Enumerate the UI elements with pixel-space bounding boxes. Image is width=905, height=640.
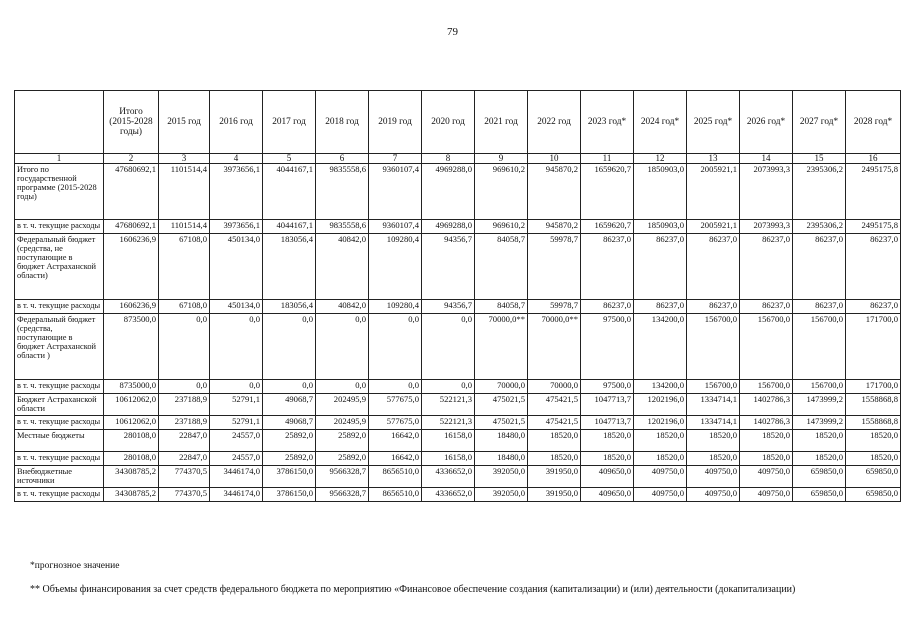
- table-cell: 18520,0: [581, 430, 634, 452]
- table-cell: 1558868,8: [846, 394, 901, 416]
- table-cell: 134200,0: [634, 314, 687, 380]
- page-number: 79: [447, 26, 458, 38]
- table-cell: 40842,0: [316, 300, 369, 314]
- table-cell: 22847,0: [159, 452, 210, 466]
- column-header: 2027 год*: [793, 91, 846, 154]
- table-cell: 34308785,2: [104, 466, 159, 488]
- column-number: 8: [422, 154, 475, 164]
- column-number: 10: [528, 154, 581, 164]
- table-cell: 0,0: [316, 380, 369, 394]
- table-cell: 25892,0: [263, 430, 316, 452]
- column-number: 2: [104, 154, 159, 164]
- table-cell: 391950,0: [528, 488, 581, 502]
- table-cell: 67108,0: [159, 234, 210, 300]
- table-row: [15, 488, 901, 502]
- table-cell: 183056,4: [263, 234, 316, 300]
- table-cell: 4336652,0: [422, 488, 475, 502]
- row-label: Федеральный бюджет (средства, поступающие в бюджет Астраханской области ): [15, 314, 104, 380]
- footnote-federal-funding: ** Объемы финансирования за счет средств федерального бюджета по мероприятию «Финансовое обеспечение создания (капитализации) и (или) деятельности (докапитализации): [30, 584, 796, 595]
- table-cell: 18520,0: [528, 452, 581, 466]
- table-cell: 475021,5: [475, 416, 528, 430]
- table-cell: 86237,0: [581, 300, 634, 314]
- column-number: 7: [369, 154, 422, 164]
- table-cell: 409750,0: [634, 488, 687, 502]
- table-cell: 171700,0: [846, 380, 901, 394]
- column-header: 2023 год*: [581, 91, 634, 154]
- table-cell: 3973656,1: [210, 220, 263, 234]
- table-cell: 16158,0: [422, 452, 475, 466]
- column-header: 2016 год: [210, 91, 263, 154]
- table-header-row: [15, 91, 901, 154]
- table-cell: 1402786,3: [740, 416, 793, 430]
- table-cell: 4969288,0: [422, 220, 475, 234]
- table-cell: 16642,0: [369, 430, 422, 452]
- table-cell: 183056,4: [263, 300, 316, 314]
- column-header: 2021 год: [475, 91, 528, 154]
- table-row: [15, 380, 901, 394]
- table-cell: 86237,0: [634, 300, 687, 314]
- table-cell: 659850,0: [793, 488, 846, 502]
- table-cell: 1850903,0: [634, 220, 687, 234]
- table-cell: 577675,0: [369, 416, 422, 430]
- table-cell: 2073993,3: [740, 164, 793, 220]
- table-cell: 409750,0: [687, 488, 740, 502]
- table-cell: 9360107,4: [369, 164, 422, 220]
- column-header: Итого (2015-2028 годы): [104, 91, 159, 154]
- table-cell: 873500,0: [104, 314, 159, 380]
- table-cell: 659850,0: [846, 488, 901, 502]
- column-header: 2022 год: [528, 91, 581, 154]
- table-cell: 84058,7: [475, 300, 528, 314]
- table-cell: 280108,0: [104, 430, 159, 452]
- table-cell: 0,0: [316, 314, 369, 380]
- table-cell: 4336652,0: [422, 466, 475, 488]
- table-cell: 3786150,0: [263, 488, 316, 502]
- table-cell: 49068,7: [263, 416, 316, 430]
- row-label: в т. ч. текущие расходы: [15, 452, 104, 466]
- footnote-forecast: *прогнозное значение: [30, 561, 120, 571]
- table-cell: 9835558,6: [316, 220, 369, 234]
- table-cell: 392050,0: [475, 466, 528, 488]
- table-cell: 450134,0: [210, 300, 263, 314]
- table-cell: 1659620,7: [581, 164, 634, 220]
- table-cell: 1606236,9: [104, 300, 159, 314]
- funding-table-container: [14, 90, 898, 502]
- table-cell: 945870,2: [528, 220, 581, 234]
- table-cell: 409750,0: [740, 488, 793, 502]
- table-cell: 0,0: [210, 314, 263, 380]
- table-cell: 18520,0: [687, 452, 740, 466]
- table-cell: 16158,0: [422, 430, 475, 452]
- table-cell: 0,0: [263, 314, 316, 380]
- row-label: в т. ч. текущие расходы: [15, 488, 104, 502]
- table-cell: 409750,0: [634, 466, 687, 488]
- table-cell: 70000,0: [475, 380, 528, 394]
- row-label: Федеральный бюджет (средства, не поступающие в бюджет Астраханской области): [15, 234, 104, 300]
- table-cell: 522121,3: [422, 416, 475, 430]
- row-label: Бюджет Астраханской области: [15, 394, 104, 416]
- table-cell: 18480,0: [475, 452, 528, 466]
- table-row: [15, 220, 901, 234]
- column-header: 2017 год: [263, 91, 316, 154]
- table-cell: 109280,4: [369, 234, 422, 300]
- table-cell: 1606236,9: [104, 234, 159, 300]
- table-cell: 18520,0: [846, 430, 901, 452]
- table-row: [15, 430, 901, 452]
- table-cell: 409750,0: [687, 466, 740, 488]
- table-cell: 9835558,6: [316, 164, 369, 220]
- table-cell: 4044167,1: [263, 164, 316, 220]
- table-cell: 4044167,1: [263, 220, 316, 234]
- table-cell: 18520,0: [793, 452, 846, 466]
- table-cell: 10612062,0: [104, 394, 159, 416]
- row-label: Внебюджетные источники: [15, 466, 104, 488]
- table-cell: 3786150,0: [263, 466, 316, 488]
- table-cell: 18520,0: [634, 430, 687, 452]
- table-row: [15, 300, 901, 314]
- column-header: 2024 год*: [634, 91, 687, 154]
- table-cell: 18520,0: [846, 452, 901, 466]
- table-cell: 9566328,7: [316, 488, 369, 502]
- column-number: 9: [475, 154, 528, 164]
- table-cell: 94356,7: [422, 300, 475, 314]
- table-cell: 0,0: [369, 314, 422, 380]
- table-cell: 659850,0: [846, 466, 901, 488]
- table-cell: 1473999,2: [793, 394, 846, 416]
- table-row: [15, 314, 901, 380]
- table-cell: 237188,9: [159, 416, 210, 430]
- table-cell: 84058,7: [475, 234, 528, 300]
- table-cell: 1334714,1: [687, 416, 740, 430]
- table-cell: 67108,0: [159, 300, 210, 314]
- table-cell: 156700,0: [740, 380, 793, 394]
- table-cell: 109280,4: [369, 300, 422, 314]
- table-cell: 1202196,0: [634, 416, 687, 430]
- table-cell: 1558868,8: [846, 416, 901, 430]
- table-cell: 25892,0: [263, 452, 316, 466]
- table-cell: 774370,5: [159, 466, 210, 488]
- table-cell: 24557,0: [210, 452, 263, 466]
- table-cell: 86237,0: [634, 234, 687, 300]
- table-cell: 47680692,1: [104, 220, 159, 234]
- table-cell: 475421,5: [528, 394, 581, 416]
- table-cell: 409650,0: [581, 488, 634, 502]
- table-cell: 18520,0: [740, 452, 793, 466]
- table-cell: 8656510,0: [369, 466, 422, 488]
- row-label: в т. ч. текущие расходы: [15, 416, 104, 430]
- table-cell: 1101514,4: [159, 164, 210, 220]
- table-cell: 1402786,3: [740, 394, 793, 416]
- table-cell: 0,0: [159, 380, 210, 394]
- table-cell: 49068,7: [263, 394, 316, 416]
- table-cell: 475421,5: [528, 416, 581, 430]
- table-cell: 475021,5: [475, 394, 528, 416]
- table-cell: 86237,0: [740, 234, 793, 300]
- table-cell: 392050,0: [475, 488, 528, 502]
- table-cell: 4969288,0: [422, 164, 475, 220]
- table-cell: 2005921,1: [687, 164, 740, 220]
- table-row: [15, 394, 901, 416]
- column-header: 2025 год*: [687, 91, 740, 154]
- table-cell: 3973656,1: [210, 164, 263, 220]
- table-cell: 16642,0: [369, 452, 422, 466]
- table-cell: 86237,0: [846, 300, 901, 314]
- table-row: [15, 164, 901, 220]
- column-number: 4: [210, 154, 263, 164]
- table-cell: 2005921,1: [687, 220, 740, 234]
- table-row: [15, 234, 901, 300]
- table-cell: 86237,0: [687, 300, 740, 314]
- table-cell: 86237,0: [581, 234, 634, 300]
- row-label: Местные бюджеты: [15, 430, 104, 452]
- table-cell: 156700,0: [687, 314, 740, 380]
- table-cell: 2395306,2: [793, 164, 846, 220]
- column-number-row: [15, 154, 901, 164]
- table-cell: 86237,0: [846, 234, 901, 300]
- table-cell: 3446174,0: [210, 466, 263, 488]
- table-cell: 52791,1: [210, 394, 263, 416]
- table-cell: 24557,0: [210, 430, 263, 452]
- table-cell: 1334714,1: [687, 394, 740, 416]
- column-number: 6: [316, 154, 369, 164]
- table-cell: 2495175,8: [846, 164, 901, 220]
- table-cell: 18520,0: [740, 430, 793, 452]
- table-cell: 59978,7: [528, 234, 581, 300]
- table-cell: 280108,0: [104, 452, 159, 466]
- table-cell: 0,0: [263, 380, 316, 394]
- table-row: [15, 416, 901, 430]
- table-cell: 2495175,8: [846, 220, 901, 234]
- table-cell: 577675,0: [369, 394, 422, 416]
- row-label: Итого по государственной программе (2015-2028 годы): [15, 164, 104, 220]
- row-label: в т. ч. текущие расходы: [15, 300, 104, 314]
- table-cell: 97500,0: [581, 314, 634, 380]
- column-header: 2028 год*: [846, 91, 901, 154]
- column-number: 14: [740, 154, 793, 164]
- table-cell: 18520,0: [581, 452, 634, 466]
- row-label: в т. ч. текущие расходы: [15, 380, 104, 394]
- column-number: 12: [634, 154, 687, 164]
- column-number: 1: [15, 154, 104, 164]
- column-number: 11: [581, 154, 634, 164]
- table-cell: 18480,0: [475, 430, 528, 452]
- table-cell: 8656510,0: [369, 488, 422, 502]
- column-header: 2018 год: [316, 91, 369, 154]
- table-cell: 0,0: [210, 380, 263, 394]
- column-header: 2019 год: [369, 91, 422, 154]
- column-number: 3: [159, 154, 210, 164]
- table-cell: 52791,1: [210, 416, 263, 430]
- row-label: в т. ч. текущие расходы: [15, 220, 104, 234]
- column-header: 2020 год: [422, 91, 475, 154]
- table-cell: 86237,0: [687, 234, 740, 300]
- table-cell: 969610,2: [475, 164, 528, 220]
- column-number: 5: [263, 154, 316, 164]
- table-cell: 659850,0: [793, 466, 846, 488]
- table-cell: 450134,0: [210, 234, 263, 300]
- table-cell: 47680692,1: [104, 164, 159, 220]
- table-cell: 1850903,0: [634, 164, 687, 220]
- table-cell: 1101514,4: [159, 220, 210, 234]
- table-cell: 522121,3: [422, 394, 475, 416]
- column-number: 15: [793, 154, 846, 164]
- column-number: 13: [687, 154, 740, 164]
- table-cell: 156700,0: [793, 314, 846, 380]
- table-cell: 0,0: [422, 380, 475, 394]
- table-row: [15, 466, 901, 488]
- table-cell: 70000,0**: [528, 314, 581, 380]
- table-cell: 59978,7: [528, 300, 581, 314]
- table-cell: 1659620,7: [581, 220, 634, 234]
- table-cell: 171700,0: [846, 314, 901, 380]
- table-cell: 391950,0: [528, 466, 581, 488]
- table-cell: 0,0: [159, 314, 210, 380]
- table-cell: 0,0: [422, 314, 475, 380]
- table-cell: 25892,0: [316, 430, 369, 452]
- table-cell: 86237,0: [740, 300, 793, 314]
- table-cell: 9360107,4: [369, 220, 422, 234]
- table-cell: 22847,0: [159, 430, 210, 452]
- table-cell: 25892,0: [316, 452, 369, 466]
- table-cell: 70000,0: [528, 380, 581, 394]
- table-cell: 94356,7: [422, 234, 475, 300]
- funding-table: [14, 90, 901, 502]
- table-cell: 2073993,3: [740, 220, 793, 234]
- table-cell: 156700,0: [687, 380, 740, 394]
- column-header: 2015 год: [159, 91, 210, 154]
- table-cell: 97500,0: [581, 380, 634, 394]
- table-cell: 1047713,7: [581, 394, 634, 416]
- table-cell: 945870,2: [528, 164, 581, 220]
- table-cell: 156700,0: [793, 380, 846, 394]
- table-cell: 0,0: [369, 380, 422, 394]
- table-cell: 86237,0: [793, 234, 846, 300]
- table-cell: 34308785,2: [104, 488, 159, 502]
- table-cell: 70000,0**: [475, 314, 528, 380]
- table-cell: 134200,0: [634, 380, 687, 394]
- table-cell: 18520,0: [793, 430, 846, 452]
- column-header: 2026 год*: [740, 91, 793, 154]
- table-cell: 409650,0: [581, 466, 634, 488]
- table-cell: 18520,0: [634, 452, 687, 466]
- table-cell: 202495,9: [316, 394, 369, 416]
- table-cell: 774370,5: [159, 488, 210, 502]
- table-body: [15, 164, 901, 502]
- table-cell: 18520,0: [528, 430, 581, 452]
- table-cell: 86237,0: [793, 300, 846, 314]
- table-cell: 202495,9: [316, 416, 369, 430]
- column-number: 16: [846, 154, 901, 164]
- table-cell: 18520,0: [687, 430, 740, 452]
- table-cell: 1202196,0: [634, 394, 687, 416]
- table-cell: 2395306,2: [793, 220, 846, 234]
- table-row: [15, 452, 901, 466]
- table-cell: 9566328,7: [316, 466, 369, 488]
- table-cell: 156700,0: [740, 314, 793, 380]
- table-cell: 40842,0: [316, 234, 369, 300]
- table-cell: 1047713,7: [581, 416, 634, 430]
- table-cell: 1473999,2: [793, 416, 846, 430]
- table-cell: 8735000,0: [104, 380, 159, 394]
- table-cell: 237188,9: [159, 394, 210, 416]
- table-cell: 969610,2: [475, 220, 528, 234]
- table-cell: 409750,0: [740, 466, 793, 488]
- table-cell: 3446174,0: [210, 488, 263, 502]
- column-header: [15, 91, 104, 154]
- table-cell: 10612062,0: [104, 416, 159, 430]
